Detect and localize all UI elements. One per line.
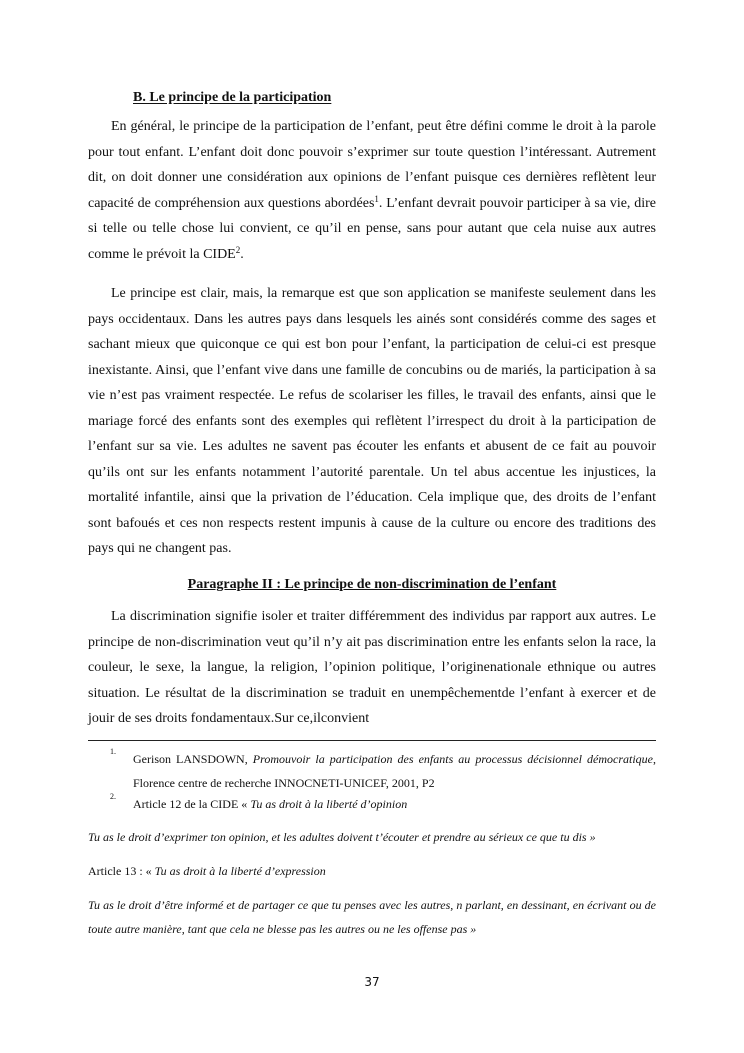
footnote-2 xyxy=(88,792,656,816)
footnote-article-13-text: Tu as le droit d’être informé et de partager ce que tu penses avec les autres, n parlant, en dessinant, en écrivant ou de toute autre manière, tant que cela ne blesse pas les autres ou ne les offense pas » xyxy=(88,898,656,936)
paragraph-application: Le principe est clair, mais, la remarque est que son application se manifeste seulement dans les pays occidentaux. Dans les autres pays dans lesquels les ainés sont considérés comme des sages et sachant mieux que quiconque ce qui est bon pour l’enfant, la participation de celui-ci est presque inexistante. Ainsi, que l’enfant vive dans une famille de concubins ou de mariés, la participation à sa vie n’est pas vraiment respectée. Le refus de scolariser les filles, le travail des enfants, ainsi que le mariage forcé des enfants sont des exemples qui reflètent l’irrespect du droit à la participation de l’enfant sur sa vie. Les adultes ne savent pas écouter les enfants et abusent de ce fait au pouvoir qu’ils ont sur les enfants notamment l’autorité parentale. Un tel abus accentue les injustices, la mortalité infantile, ainsi que la privation de l’éducation. Cela implique que, des droits de l’enfant sont bafoués et ces non respects restent impunis à cause de la culture ou encore des traditions des pays qui ne changent pas. xyxy=(88,286,656,556)
footnote-1 xyxy=(88,747,656,795)
footnote-separator xyxy=(88,740,656,741)
footnote-source: , Florence centre de recherche INNOCNETI-UNICEF, 2001, P2 xyxy=(133,752,656,790)
footnote-article-13 xyxy=(88,859,656,883)
footnote-author: Gerison LANSDOWN, xyxy=(133,752,253,766)
footnote-article-12-text: Tu as le droit d’exprimer ton opinion, et les adultes doivent t’écouter et prendre au sérieux ce que tu dis » xyxy=(88,830,596,844)
page-number: 37 xyxy=(364,975,380,989)
footnote-number: 2. xyxy=(110,792,116,801)
paragraph-text: En général, le principe de la participation de l’enfant, peut être défini comme le droit à la parole pour tout enfant. L’enfant doit donc pouvoir s’exprimer sur toute question l’intéressant. Autrement dit, on doit donner une considération aux opinions de l’enfant puisque ces dernières reflètent leur capacité de compréhension aux questions abordées xyxy=(88,119,656,211)
footnote-quote: Tu as droit à la liberté d’expression xyxy=(154,864,326,878)
footnote-ref-1[interactable]: 1 xyxy=(374,193,379,204)
footnote-number: 1. xyxy=(110,747,116,756)
footnote-text: Article 13 : « xyxy=(88,864,155,878)
footnote-title: Promouvoir la participation des enfants au processus décisionnel démocratique xyxy=(252,752,653,766)
paragraph-text: . xyxy=(240,246,244,262)
paragraph-heading: Paragraphe II : Le principe de non-discrimination de l’enfant xyxy=(187,577,557,592)
paragraph-participation-definition xyxy=(88,114,656,267)
footnote-quote: Tu as droit à la liberté d’opinion xyxy=(250,797,408,811)
paragraph-text: . L’enfant devrait pouvoir participer à sa vie, dire si telle ou telle chose lui convient, ce qu’il en pense, sans pour autant que cela nuise aux autres comme le prévoit la CIDE xyxy=(88,195,656,262)
footnote-text: Article 12 de la CIDE « xyxy=(133,797,251,811)
footnote-ref-2[interactable]: 2 xyxy=(235,244,241,255)
section-heading: B. Le principe de la participation xyxy=(133,90,332,105)
paragraph-discrimination: La discrimination signifie isoler et traiter différemment des individus par rapport aux autres. Le principe de non-discrimination veut qu’il n’y ait pas discrimination entre les enfants selon la race, la couleur, le sexe, la langue, la religion, l’opinion politique, l’originenationale ethnique ou autres situation. Le résultat de la discrimination se traduit en unempêchementde l’enfant à exercer et de jouir de ses droits fondamentaux.Sur ce,ilconvient xyxy=(88,609,656,726)
